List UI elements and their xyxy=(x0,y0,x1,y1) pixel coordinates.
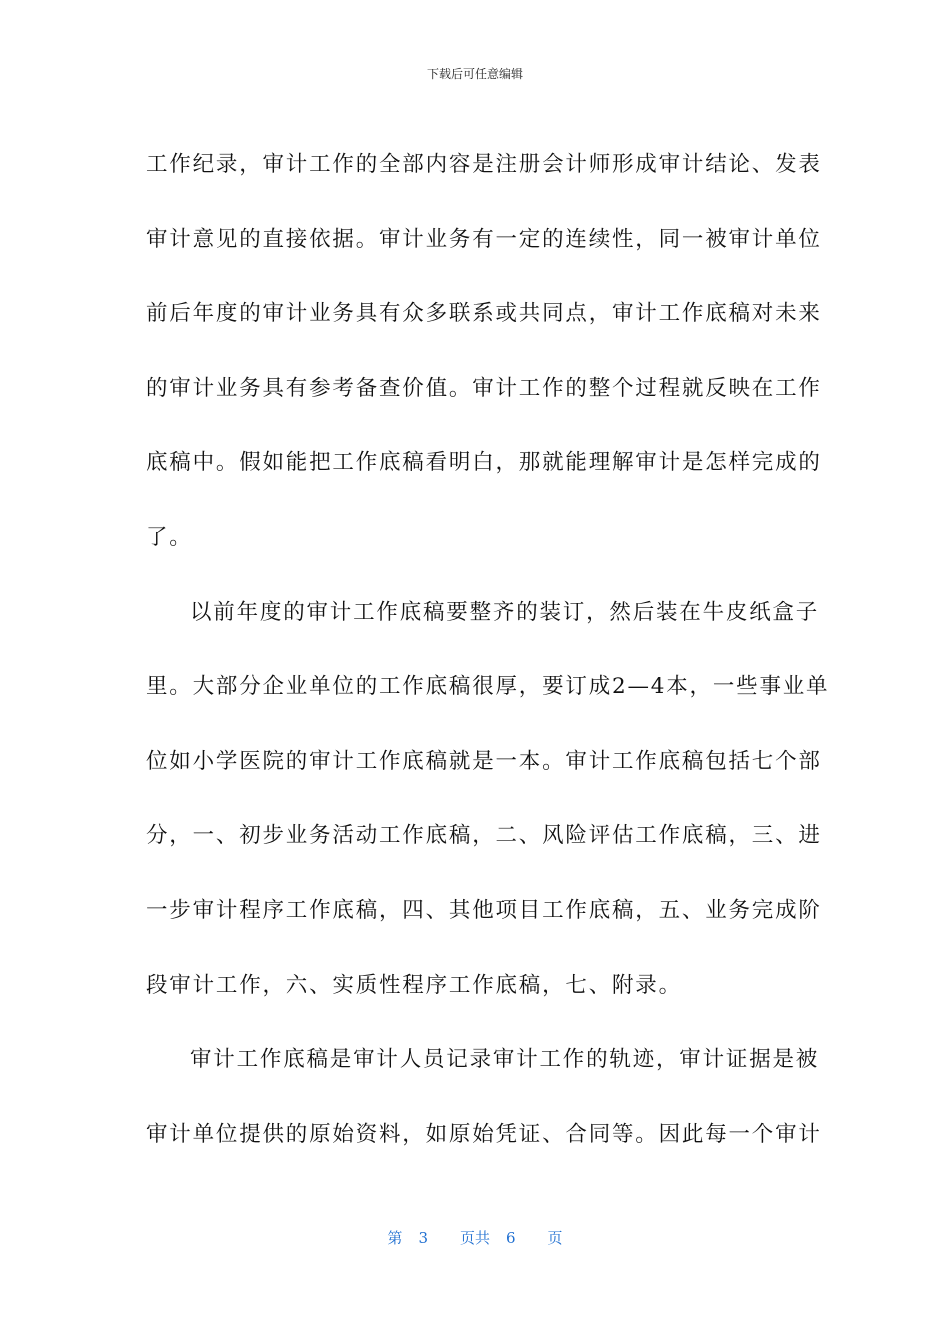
paragraph-start-line: 审计工作底稿是审计人员记录审计工作的轨迹，审计证据是被 xyxy=(190,1047,820,1073)
text-line: 里。大部分企业单位的工作底稿很厚，要订成2—4本，一些事业单 xyxy=(146,674,830,700)
page-label-mid: 页共 xyxy=(459,1229,490,1247)
current-page-number: 3 xyxy=(418,1229,428,1247)
paragraph-start-line: 以前年度的审计工作底稿要整齐的装订，然后装在牛皮纸盒子 xyxy=(190,599,820,625)
text-line: 审计意见的直接依据。审计业务有一定的连续性，同一被审计单位 xyxy=(146,226,822,252)
total-pages-number: 6 xyxy=(506,1229,516,1247)
text-line: 底稿中。假如能把工作底稿看明白，那就能理解审计是怎样完成的 xyxy=(146,450,822,476)
text-line: 一步审计程序工作底稿，四、其他项目工作底稿，五、业务完成阶 xyxy=(146,897,822,923)
page-label-suffix: 页 xyxy=(547,1229,563,1247)
document-body xyxy=(146,128,830,1172)
text-line: 的审计业务具有参考备查价值。审计工作的整个过程就反映在工作 xyxy=(146,375,822,401)
text-line: 段审计工作，六、实质性程序工作底稿，七、附录。 xyxy=(146,972,682,998)
page-label-prefix: 第 xyxy=(387,1229,403,1247)
text-line: 位如小学医院的审计工作底稿就是一本。审计工作底稿包括七个部 xyxy=(146,748,822,774)
text-line: 前后年度的审计业务具有众多联系或共同点，审计工作底稿对未来 xyxy=(146,301,822,327)
page-header: 下载后可任意编辑 xyxy=(426,67,523,81)
text-line: 审计单位提供的原始资料，如原始凭证、合同等。因此每一个审计 xyxy=(146,1121,822,1147)
text-line: 分，一、初步业务活动工作底稿，二、风险评估工作底稿，三、进 xyxy=(146,823,822,849)
page-footer xyxy=(0,1228,950,1248)
text-line: 了。 xyxy=(146,524,193,550)
text-line: 工作纪录，审计工作的全部内容是注册会计师形成审计结论、发表 xyxy=(146,152,822,177)
